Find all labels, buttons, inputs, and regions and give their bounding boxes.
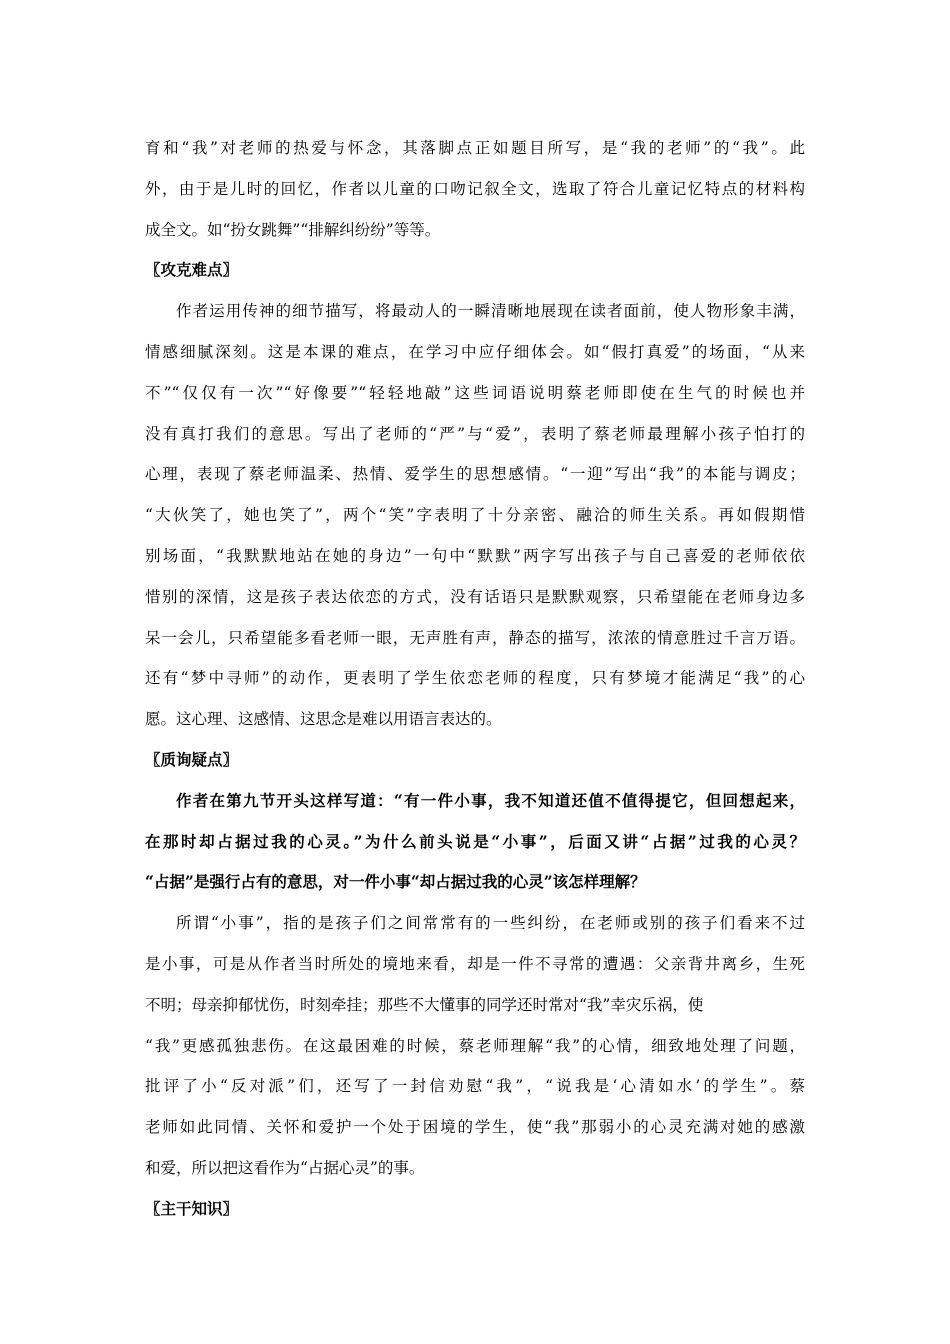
text-line: 外，由于是儿时的回忆，作者以儿童的口吻记叙全文，选取了符合儿童记忆特点的材料构 bbox=[145, 179, 805, 198]
text-line: 是小事，可是从作者当时所处的境地来看，却是一件不寻常的遭遇：父亲背井离乡，生死 bbox=[145, 954, 805, 973]
text-line: 心理，表现了蔡老师温柔、热情、爱学生的思想感情。“一迎”写出“我”的本能与调皮； bbox=[145, 465, 805, 484]
text-line: 在那时却占据过我的心灵。”为什么前头说是“小事”，后面又讲“占据”过我的心灵？ bbox=[145, 831, 805, 851]
text-line: 所谓“小事”，指的是孩子们之间常常有的一些纠纷，在老师或别的孩子们看来不过 bbox=[176, 914, 805, 933]
text-line: 老师如此同情、关怀和爱护一个处于困境的学生，使“我”那弱小的心灵充满对她的感激 bbox=[145, 1118, 805, 1137]
text-line: 惜别的深情，这是孩子表达依恋的方式，没有话语只是默默观察，只希望能在老师身边多 bbox=[145, 587, 805, 606]
text-line: 呆一会儿，只希望能多看老师一眼，无声胜有声，静态的描写，浓浓的情意胜过千言万语。 bbox=[145, 628, 805, 647]
section-heading-difficulty: 〖攻克难点〗 bbox=[145, 260, 239, 280]
section-heading-knowledge: 〖主干知识〗 bbox=[145, 1198, 239, 1218]
answer-paragraph bbox=[145, 903, 805, 1189]
text-line: 不明；母亲抑郁忧伤，时刻牵挂；那些不大懂事的同学还时常对“我”幸灾乐祸，使 bbox=[145, 995, 704, 1014]
text-line: 不”“仅仅有一次”“好像要”“轻轻地敲”这些词语说明蔡老师即使在生气的时候也并 bbox=[145, 383, 805, 402]
text-line: “占据”是强行占有的意思，对一件小事“却占据过我的心灵”该怎样理解？ bbox=[145, 872, 646, 892]
text-line: 还有“梦中寻师”的动作，更表明了学生依恋老师的程度，只有梦境才能满足“我”的心 bbox=[145, 669, 805, 688]
text-line: 成全文。如“扮女跳舞”“排解纠纷纷”等等。 bbox=[145, 220, 441, 239]
text-line: 育和“我”对老师的热爱与怀念，其落脚点正如题目所写，是“我的老师”的“我”。此 bbox=[145, 139, 805, 157]
difficulty-paragraph bbox=[145, 291, 805, 740]
text-line: 别场面，“我默默地站在她的身边”一句中“默默”两字写出孩子与自己喜爱的老师依依 bbox=[145, 546, 805, 565]
text-line: 愿。这心理、这感情、这思念是难以用语言表达的。 bbox=[145, 710, 502, 729]
text-line: 没有真打我们的意思。写出了老师的“严”与“爱”，表明了蔡老师最理解小孩子怕打的 bbox=[145, 424, 805, 443]
text-line: 和爱，所以把这看作为“占据心灵”的事。 bbox=[145, 1158, 425, 1177]
document-page bbox=[145, 128, 805, 1230]
text-line: 作者运用传神的细节描写，将最动人的一瞬清晰地展现在读者面前，使人物形象丰满， bbox=[176, 302, 805, 321]
question-paragraph bbox=[145, 781, 805, 903]
section-heading-question: 〖质询疑点〗 bbox=[145, 749, 239, 769]
text-line: “大伙笑了，她也笑了”，两个“笑”字表明了十分亲密、融洽的师生关系。再如假期惜 bbox=[145, 506, 805, 525]
text-line: 批评了小“反对派”们，还写了一封信劝慰“我”，“说我是‘心清如水’的学生”。蔡 bbox=[145, 1077, 805, 1096]
intro-paragraph bbox=[145, 128, 805, 250]
text-line: “我”更感孤独悲伤。在这最困难的时候，蔡老师理解“我”的心情，细致地处理了问题， bbox=[145, 1036, 805, 1055]
text-line: 情感细腻深刻。这是本课的难点，在学习中应仔细体会。如“假打真爱”的场面，“从来 bbox=[145, 342, 805, 361]
text-line: 作者在第九节开头这样写道：“有一件小事，我不知道还值不值得提它，但回想起来， bbox=[176, 790, 805, 810]
